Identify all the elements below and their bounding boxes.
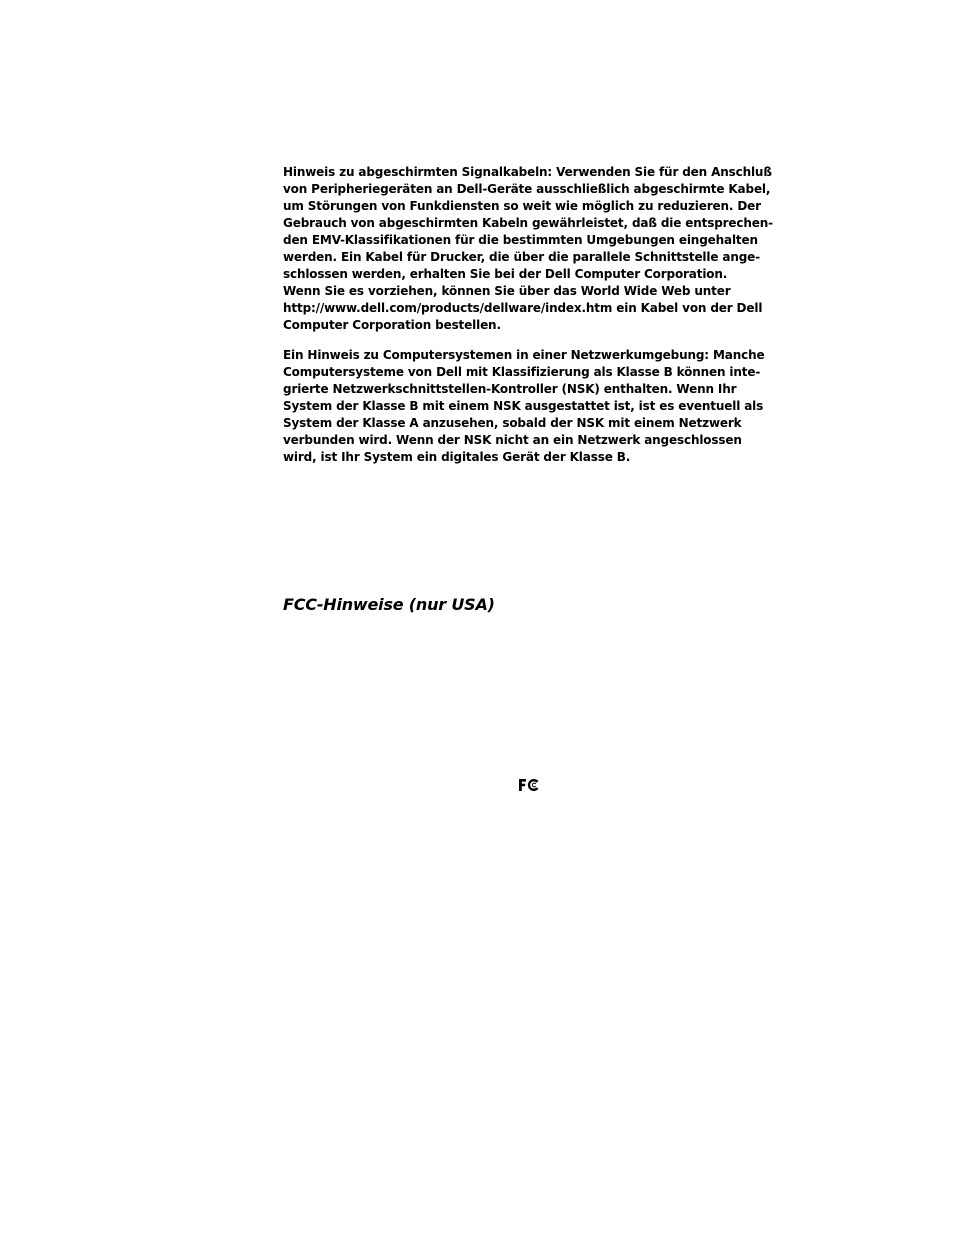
shielded-cables-notice (283, 164, 823, 334)
text-line: grierte Netzwerkschnittstellen-Kontroller (NSK) enthalten. Wenn Ihr (283, 382, 737, 396)
text-line: um Störungen von Funkdiensten so weit wie möglich zu reduzieren. Der (283, 199, 761, 213)
text-line: Ein Hinweis zu Computersystemen in einer Netzwerkumgebung: Manche (283, 348, 765, 362)
section-heading: FCC-Hinweise (nur USA) (283, 595, 495, 614)
text-line: Computersysteme von Dell mit Klassifizierung als Klasse B können inte- (283, 365, 761, 379)
fcc-logo-icon (518, 777, 540, 793)
text-line: schlossen werden, erhalten Sie bei der Dell Computer Corporation. (283, 267, 728, 281)
text-line: Gebrauch von abgeschirmten Kabeln gewährleistet, daß die entsprechen- (283, 216, 773, 230)
text-line: System der Klasse B mit einem NSK ausgestattet ist, ist es eventuell als (283, 399, 764, 413)
text-line: http://www.dell.com/products/dellware/index.htm ein Kabel von der Dell (283, 301, 763, 315)
text-line: Wenn Sie es vorziehen, können Sie über das World Wide Web unter (283, 284, 731, 298)
text-line: System der Klasse A anzusehen, sobald der NSK mit einem Netzwerk (283, 416, 742, 430)
text-line: Hinweis zu abgeschirmten Signalkabeln: Verwenden Sie für den Anschluß (283, 165, 772, 179)
text-line: werden. Ein Kabel für Drucker, die über die parallele Schnittstelle ange- (283, 250, 760, 264)
text-line: verbunden wird. Wenn der NSK nicht an ein Netzwerk angeschlossen (283, 433, 742, 447)
text-line: wird, ist Ihr System ein digitales Gerät der Klasse B. (283, 450, 631, 464)
network-environment-notice (283, 347, 823, 466)
text-line: den EMV-Klassifikationen für die bestimmten Umgebungen eingehalten (283, 233, 758, 247)
text-line: Computer Corporation bestellen. (283, 318, 501, 332)
text-line: von Peripheriegeräten an Dell-Geräte ausschließlich abgeschirmte Kabel, (283, 182, 771, 196)
